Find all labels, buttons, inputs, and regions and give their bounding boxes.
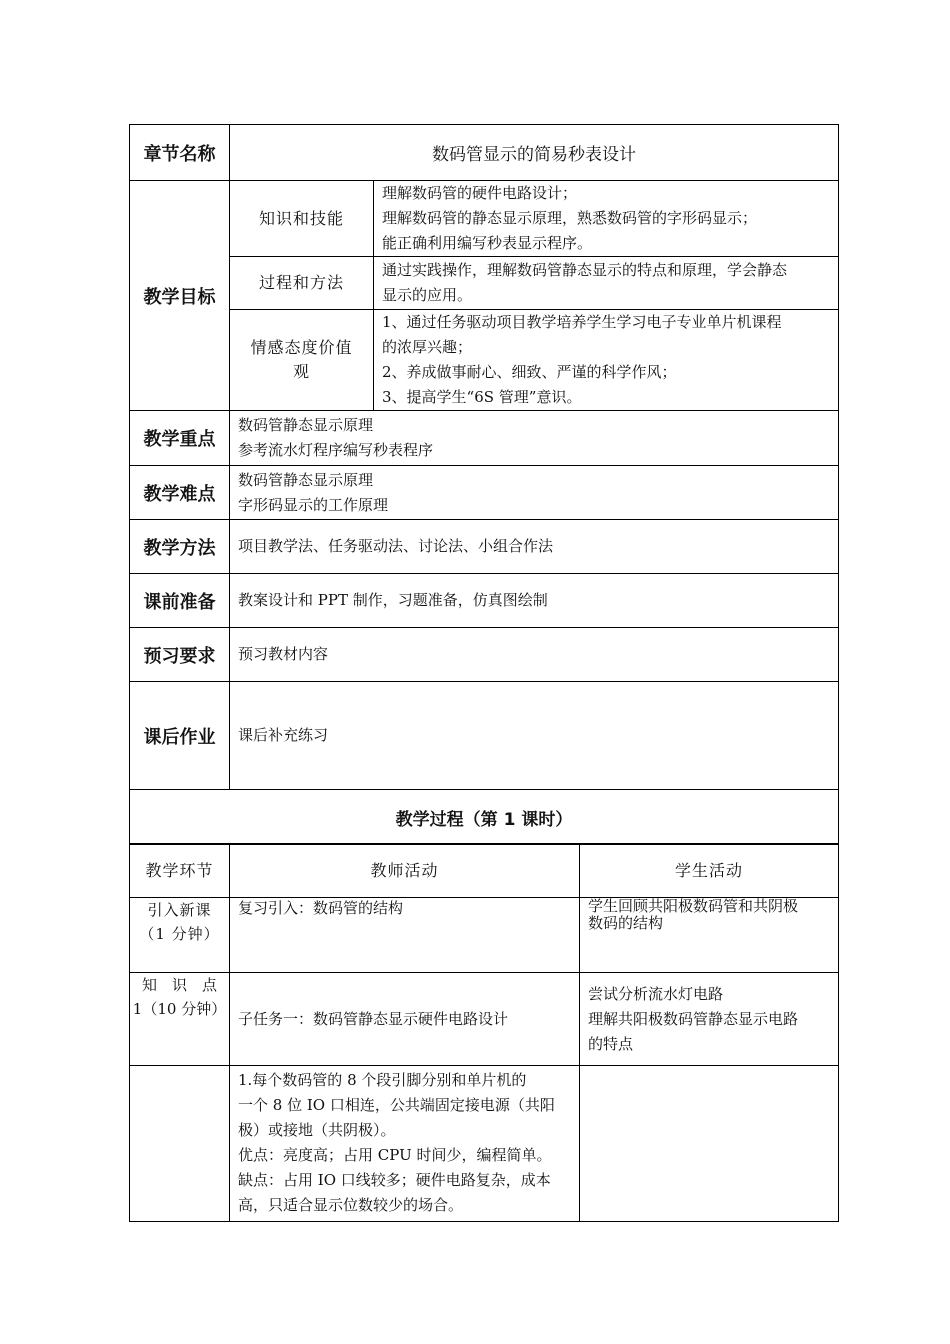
knowledge-skills-content [374, 181, 839, 257]
detail-line-4: 优点：亮度高；占用 CPU 时间少，编程简单。 [238, 1146, 552, 1164]
process-methods-content [374, 257, 839, 310]
knowledge-line-2: 理解数码管的静态显示原理，熟悉数码管的字形码显示； [382, 209, 758, 227]
knowledge-line-1: 理解数码管的硬件电路设计； [382, 184, 578, 202]
student-activity-knowledge-1 [580, 973, 839, 1066]
detail-line-5: 缺点：占用 IO 口线较多；硬件电路复杂，成本 [238, 1171, 551, 1189]
homework-content: 课后补充练习 [230, 682, 839, 790]
knowledge-skills-label: 知识和技能 [230, 181, 374, 257]
key-points-content [230, 411, 839, 466]
header-teacher-activity: 教师活动 [230, 844, 580, 898]
difficulties-label: 教学难点 [130, 466, 230, 520]
stage-intro-line-2: （1 分钟） [139, 925, 220, 943]
lesson-info-table [129, 124, 839, 845]
student-intro-line-2: 数码的结构 [588, 914, 664, 932]
student-activity-intro [580, 898, 839, 973]
stage-intro [130, 898, 230, 973]
student-knowledge-line-2: 理解共阳极数码管静态显示电路 [588, 1009, 799, 1028]
difficulty-1: 数码管静态显示原理 [238, 470, 374, 489]
preview-label: 预习要求 [130, 628, 230, 682]
detail-line-6: 高，只适合显示位数较少的场合。 [238, 1196, 464, 1214]
homework-label: 课后作业 [130, 682, 230, 790]
detail-line-1: 1.每个数码管的 8 个段引脚分别和单片机的 [238, 1071, 527, 1089]
emotion-line-3: 2、养成做事耐心、细致、严谨的科学作风； [382, 363, 677, 381]
student-knowledge-line-3: 的特点 [588, 1034, 634, 1053]
process-table [129, 843, 839, 1222]
emotion-label-line-1: 情感态度价值 [250, 338, 353, 357]
methods-content: 项目教学法、任务驱动法、讨论法、小组合作法 [230, 520, 839, 574]
key-point-1: 数码管静态显示原理 [238, 416, 374, 434]
process-section-title: 教学过程（第 1 课时） [130, 790, 839, 845]
stage-knowledge-line-2: 1（10 分钟） [132, 1000, 227, 1018]
process-line-2: 显示的应用。 [382, 286, 473, 304]
header-student-activity: 学生活动 [580, 844, 839, 898]
process-methods-label: 过程和方法 [230, 257, 374, 310]
process-line-1: 通过实践操作，理解数码管静态显示的特点和原理，学会静态 [382, 261, 788, 279]
key-points-label: 教学重点 [130, 411, 230, 466]
emotion-line-1: 1、通过任务驱动项目教学培养学生学习电子专业单片机课程 [382, 313, 782, 331]
student-knowledge-line-1: 尝试分析流水灯电路 [588, 984, 724, 1003]
teacher-activity-knowledge-1: 子任务一：数码管静态显示硬件电路设计 [230, 973, 580, 1066]
difficulties-content [230, 466, 839, 520]
stage-intro-line-1: 引入新课 [147, 901, 212, 919]
student-intro-line-1: 学生回顾共阳极数码管和共阴极 [588, 897, 799, 915]
key-point-2: 参考流水灯程序编写秒表程序 [238, 441, 434, 459]
chapter-title: 数码管显示的简易秒表设计 [230, 125, 839, 181]
student-activity-empty [580, 1066, 839, 1222]
emotion-values-label [230, 310, 374, 411]
emotion-label-line-2: 观 [292, 362, 310, 381]
emotion-values-content [374, 310, 839, 411]
objectives-label: 教学目标 [130, 181, 230, 411]
detail-line-3: 极）或接地（共阴极）。 [238, 1121, 396, 1139]
chapter-label: 章节名称 [130, 125, 230, 181]
preparation-label: 课前准备 [130, 574, 230, 628]
preview-content: 预习教材内容 [230, 628, 839, 682]
difficulty-2: 字形码显示的工作原理 [238, 495, 389, 514]
preparation-content: 教案设计和 PPT 制作，习题准备，仿真图绘制 [230, 574, 839, 628]
teacher-activity-intro: 复习引入：数码管的结构 [230, 898, 580, 973]
stage-knowledge-line-1: 知 识 点 [141, 976, 217, 994]
emotion-line-4: 3、提高学生“6S 管理”意识。 [382, 388, 582, 406]
stage-empty [130, 1066, 230, 1222]
emotion-line-2: 的浓厚兴趣； [382, 338, 473, 356]
teacher-activity-detail [230, 1066, 580, 1222]
stage-knowledge-1 [130, 973, 230, 1066]
detail-line-2: 一个 8 位 IO 口相连，公共端固定接电源（共阳 [238, 1096, 555, 1114]
methods-label: 教学方法 [130, 520, 230, 574]
header-stage: 教学环节 [130, 844, 230, 898]
knowledge-line-3: 能正确利用编写秒表显示程序。 [382, 234, 593, 252]
